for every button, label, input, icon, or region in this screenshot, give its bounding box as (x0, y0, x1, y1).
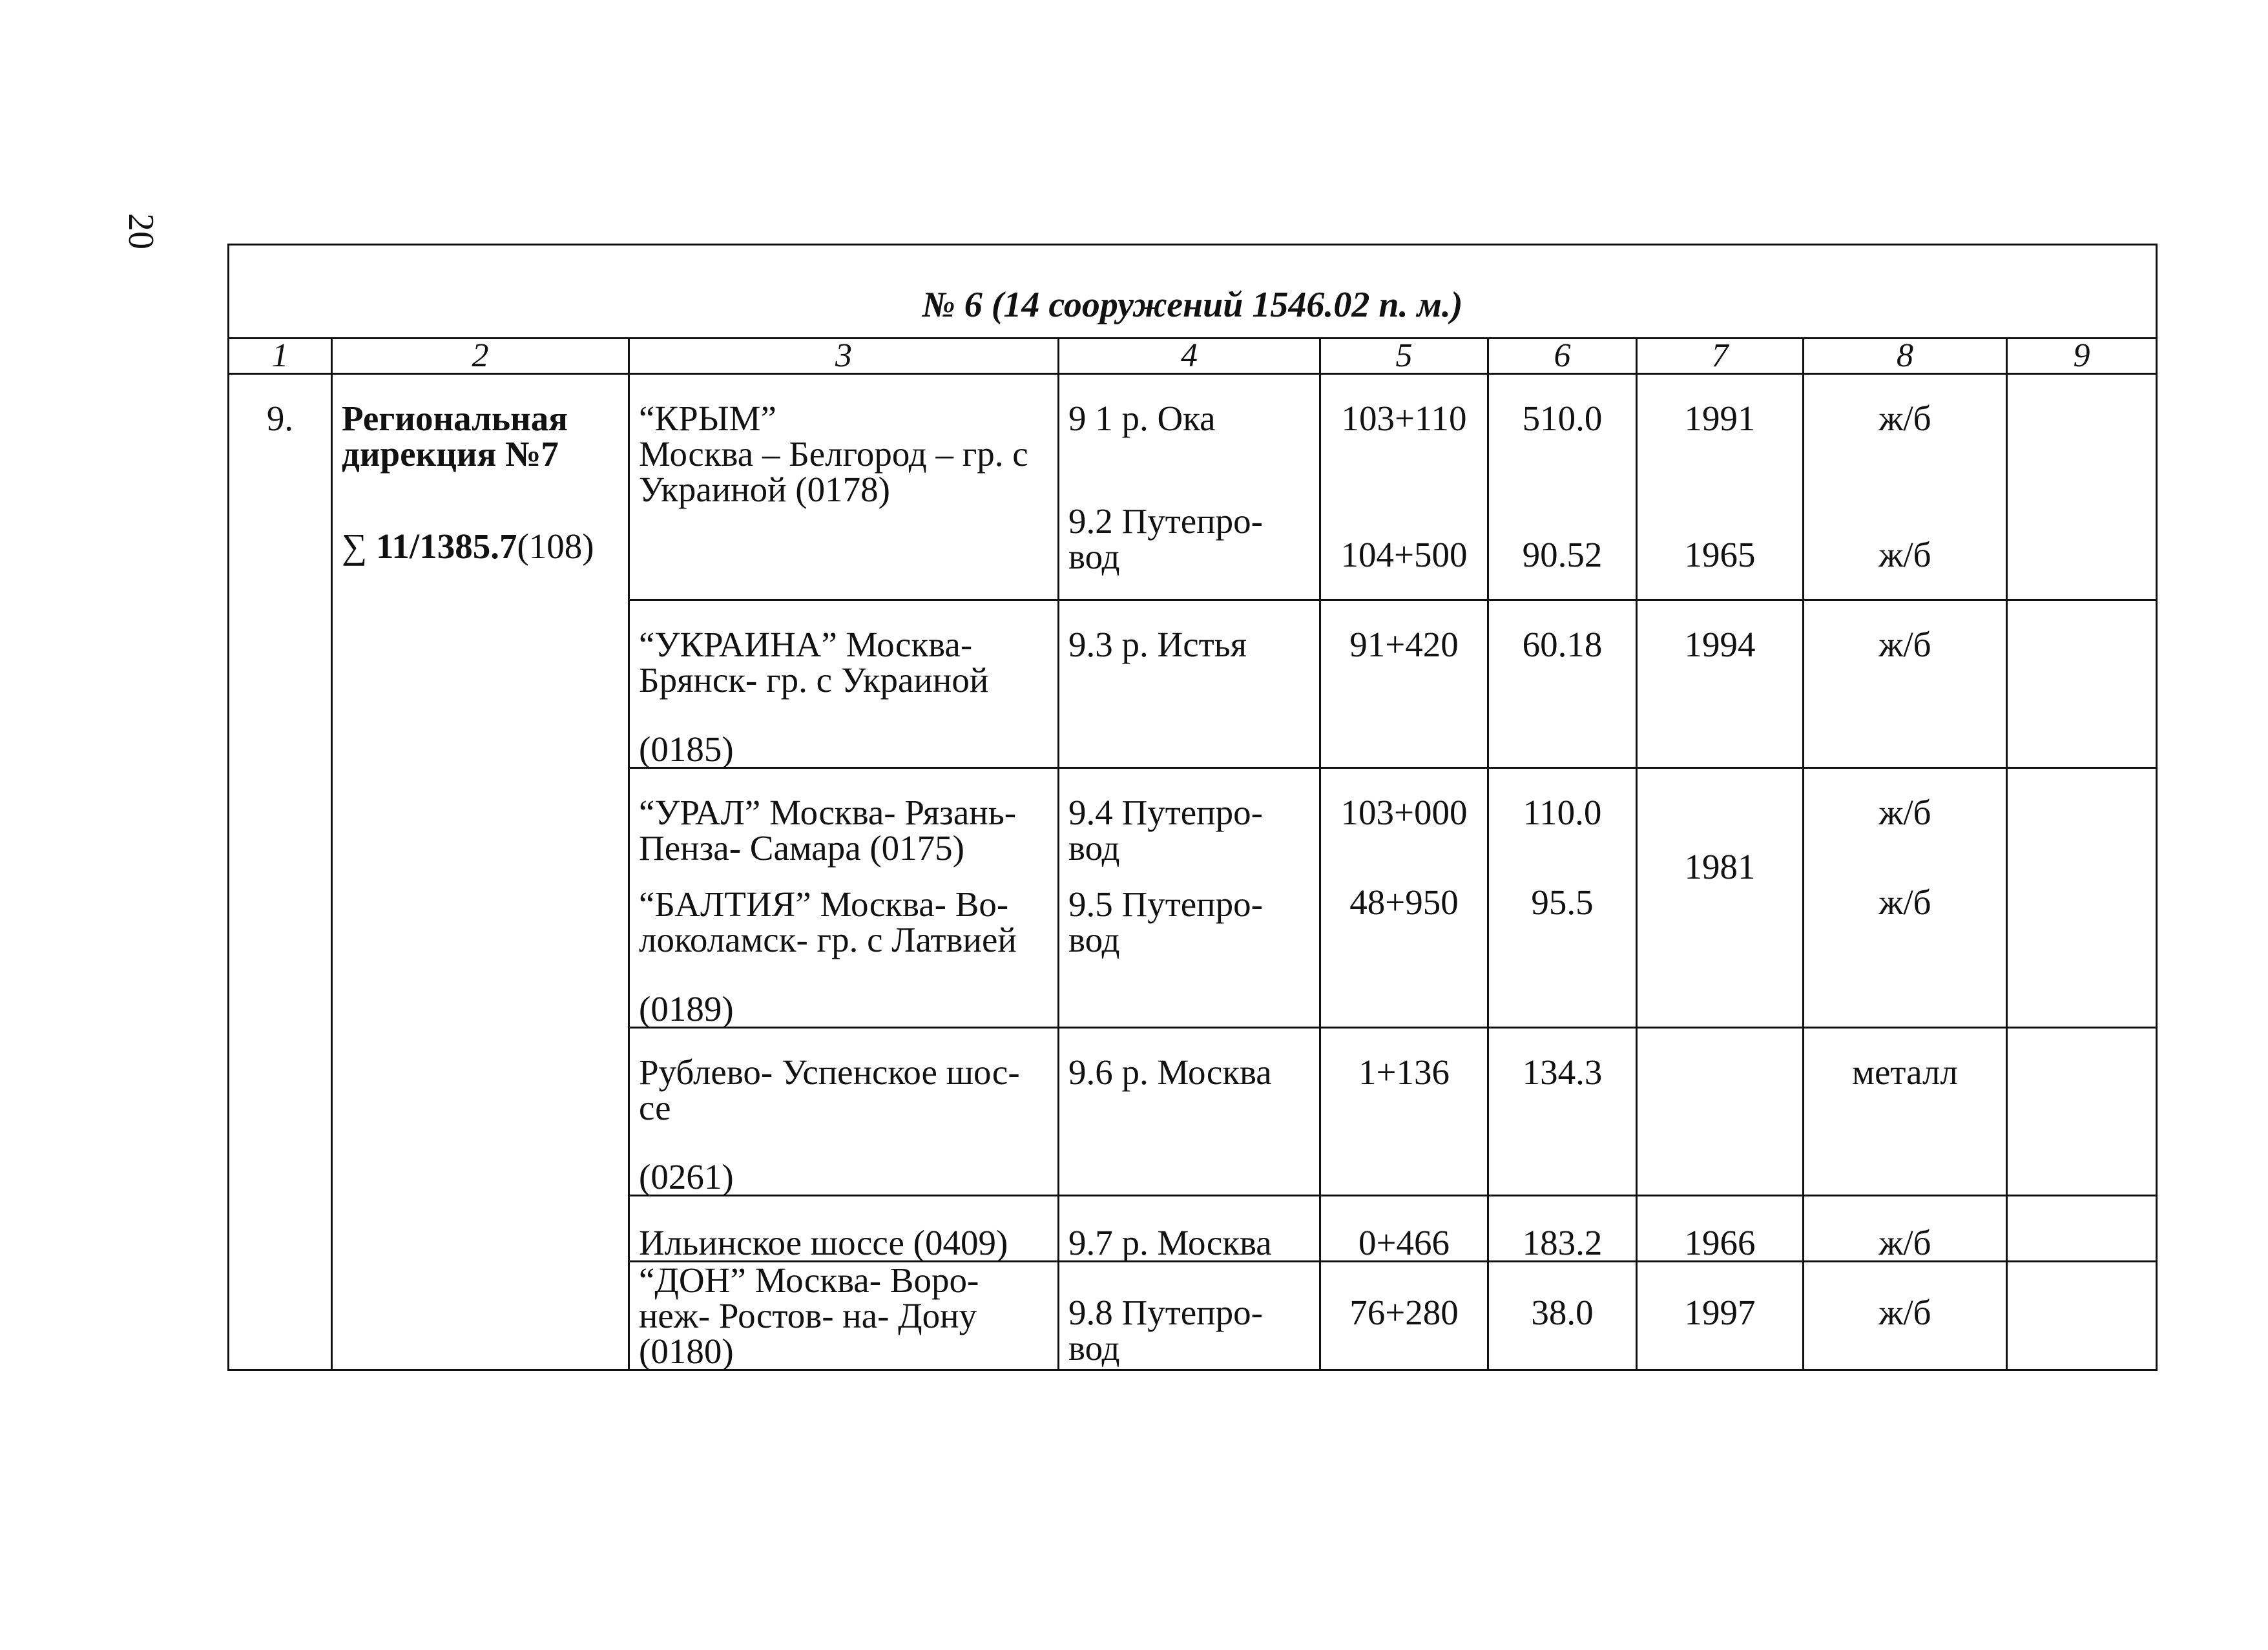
material-cell: металл (1804, 1028, 2007, 1196)
object-cell: 9.7 р. Москва (1059, 1196, 1320, 1262)
object-name: 9.2 Путепро- вод (1068, 501, 1263, 576)
table-caption: № 6 (14 сооружений 1546.02 п. м.) (229, 245, 2157, 339)
column-number: 6 (1488, 339, 1637, 374)
road-name: Рублево- Успенское шос- се (639, 1052, 1020, 1127)
length-cell: 134.3 (1488, 1028, 1637, 1196)
road-cell: “ДОН” Москва- Воро- неж- Ростов- на- Дону (0180) (629, 1262, 1059, 1370)
page-number: 20 (121, 213, 161, 249)
object-cell: 9.6 р. Москва (1059, 1028, 1320, 1196)
direction-sum (342, 528, 619, 564)
column-numbers-row (229, 339, 2157, 374)
material-value: ж/б (1878, 793, 1931, 832)
object-name: 9.5 Путепро- вод (1068, 884, 1263, 959)
note-cell (2007, 1196, 2157, 1262)
length-value: 95.5 (1531, 882, 1594, 922)
km-cell: 1+136 (1320, 1028, 1488, 1196)
object-name: 9 1 р. Ока (1068, 399, 1216, 438)
material-cell: ж/б (1804, 600, 2007, 768)
road-cell: Ильинское шоссе (0409) (629, 1196, 1059, 1262)
km-cell (1320, 768, 1488, 1028)
road-name: “УКРАИНА” Москва- Брянск- гр. с Украиной (639, 625, 989, 700)
road-cell (629, 600, 1059, 768)
object-name: 9.4 Путепро- вод (1068, 793, 1263, 868)
length-value: 510.0 (1522, 399, 1603, 438)
column-number: 2 (332, 339, 629, 374)
material-value: ж/б (1878, 399, 1931, 438)
year-value: 1981 (1684, 847, 1756, 886)
year-cell (1637, 768, 1804, 1028)
material-cell (1804, 374, 2007, 600)
road-name: “УРАЛ” Москва- Рязань- Пенза- Самара (0175) (639, 793, 1017, 868)
object-cell: 9.3 р. Истья (1059, 600, 1320, 768)
note-cell (2007, 600, 2157, 768)
object-cell: 9.8 Путепро- вод (1059, 1262, 1320, 1370)
sum-icon: ∑ (342, 527, 368, 566)
note-cell (2007, 1262, 2157, 1370)
km-value: 104+500 (1340, 535, 1468, 574)
column-number: 4 (1059, 339, 1320, 374)
table-row (229, 374, 2157, 600)
year-value: 1991 (1684, 399, 1756, 438)
length-cell: 38.0 (1488, 1262, 1637, 1370)
road-code: (0189) (639, 989, 734, 1029)
km-cell: 0+466 (1320, 1196, 1488, 1262)
caption-row (229, 245, 2157, 339)
column-number: 7 (1637, 339, 1804, 374)
km-cell: 91+420 (1320, 600, 1488, 768)
note-cell (2007, 1028, 2157, 1196)
column-number: 1 (229, 339, 332, 374)
year-cell: 1997 (1637, 1262, 1804, 1370)
object-cell (1059, 374, 1320, 600)
road-cell (629, 768, 1059, 1028)
road-cell (629, 1028, 1059, 1196)
road-code: (0185) (639, 729, 734, 769)
object-cell (1059, 768, 1320, 1028)
length-cell (1488, 768, 1637, 1028)
note-cell (2007, 768, 2157, 1028)
road-name: “БАЛТИЯ” Москва- Во- локоламск- гр. с Латвией (639, 884, 1017, 959)
year-cell: 1994 (1637, 600, 1804, 768)
direction-cell (332, 374, 629, 1370)
note-cell (2007, 374, 2157, 600)
direction-title: Региональная дирекция №7 (342, 399, 568, 474)
km-value: 103+110 (1341, 399, 1467, 438)
length-value: 90.52 (1522, 535, 1603, 574)
km-cell (1320, 374, 1488, 600)
road-code: (0261) (639, 1157, 734, 1196)
column-number: 5 (1320, 339, 1488, 374)
material-value: ж/б (1878, 882, 1931, 922)
direction-sum-value: 11/1385.7 (375, 527, 517, 566)
year-cell: 1966 (1637, 1196, 1804, 1262)
row-number: 9. (229, 374, 332, 1370)
km-value: 103+000 (1340, 793, 1468, 832)
material-cell: ж/б (1804, 1262, 2007, 1370)
length-cell: 60.18 (1488, 600, 1637, 768)
column-number: 8 (1804, 339, 2007, 374)
column-number: 9 (2007, 339, 2157, 374)
km-cell: 76+280 (1320, 1262, 1488, 1370)
direction-sum-count: (108) (517, 527, 594, 566)
bridges-table (227, 244, 2158, 1371)
road-cell: “КРЫМ” Москва – Белгород – гр. с Украиной (0178) (629, 374, 1059, 600)
column-number: 3 (629, 339, 1059, 374)
length-value: 110.0 (1523, 793, 1602, 832)
material-cell: ж/б (1804, 1196, 2007, 1262)
km-value: 48+950 (1349, 882, 1459, 922)
material-value: ж/б (1878, 535, 1931, 574)
length-cell (1488, 374, 1637, 600)
year-cell (1637, 374, 1804, 600)
year-value: 1965 (1684, 535, 1756, 574)
length-cell: 183.2 (1488, 1196, 1637, 1262)
material-cell (1804, 768, 2007, 1028)
year-cell (1637, 1028, 1804, 1196)
